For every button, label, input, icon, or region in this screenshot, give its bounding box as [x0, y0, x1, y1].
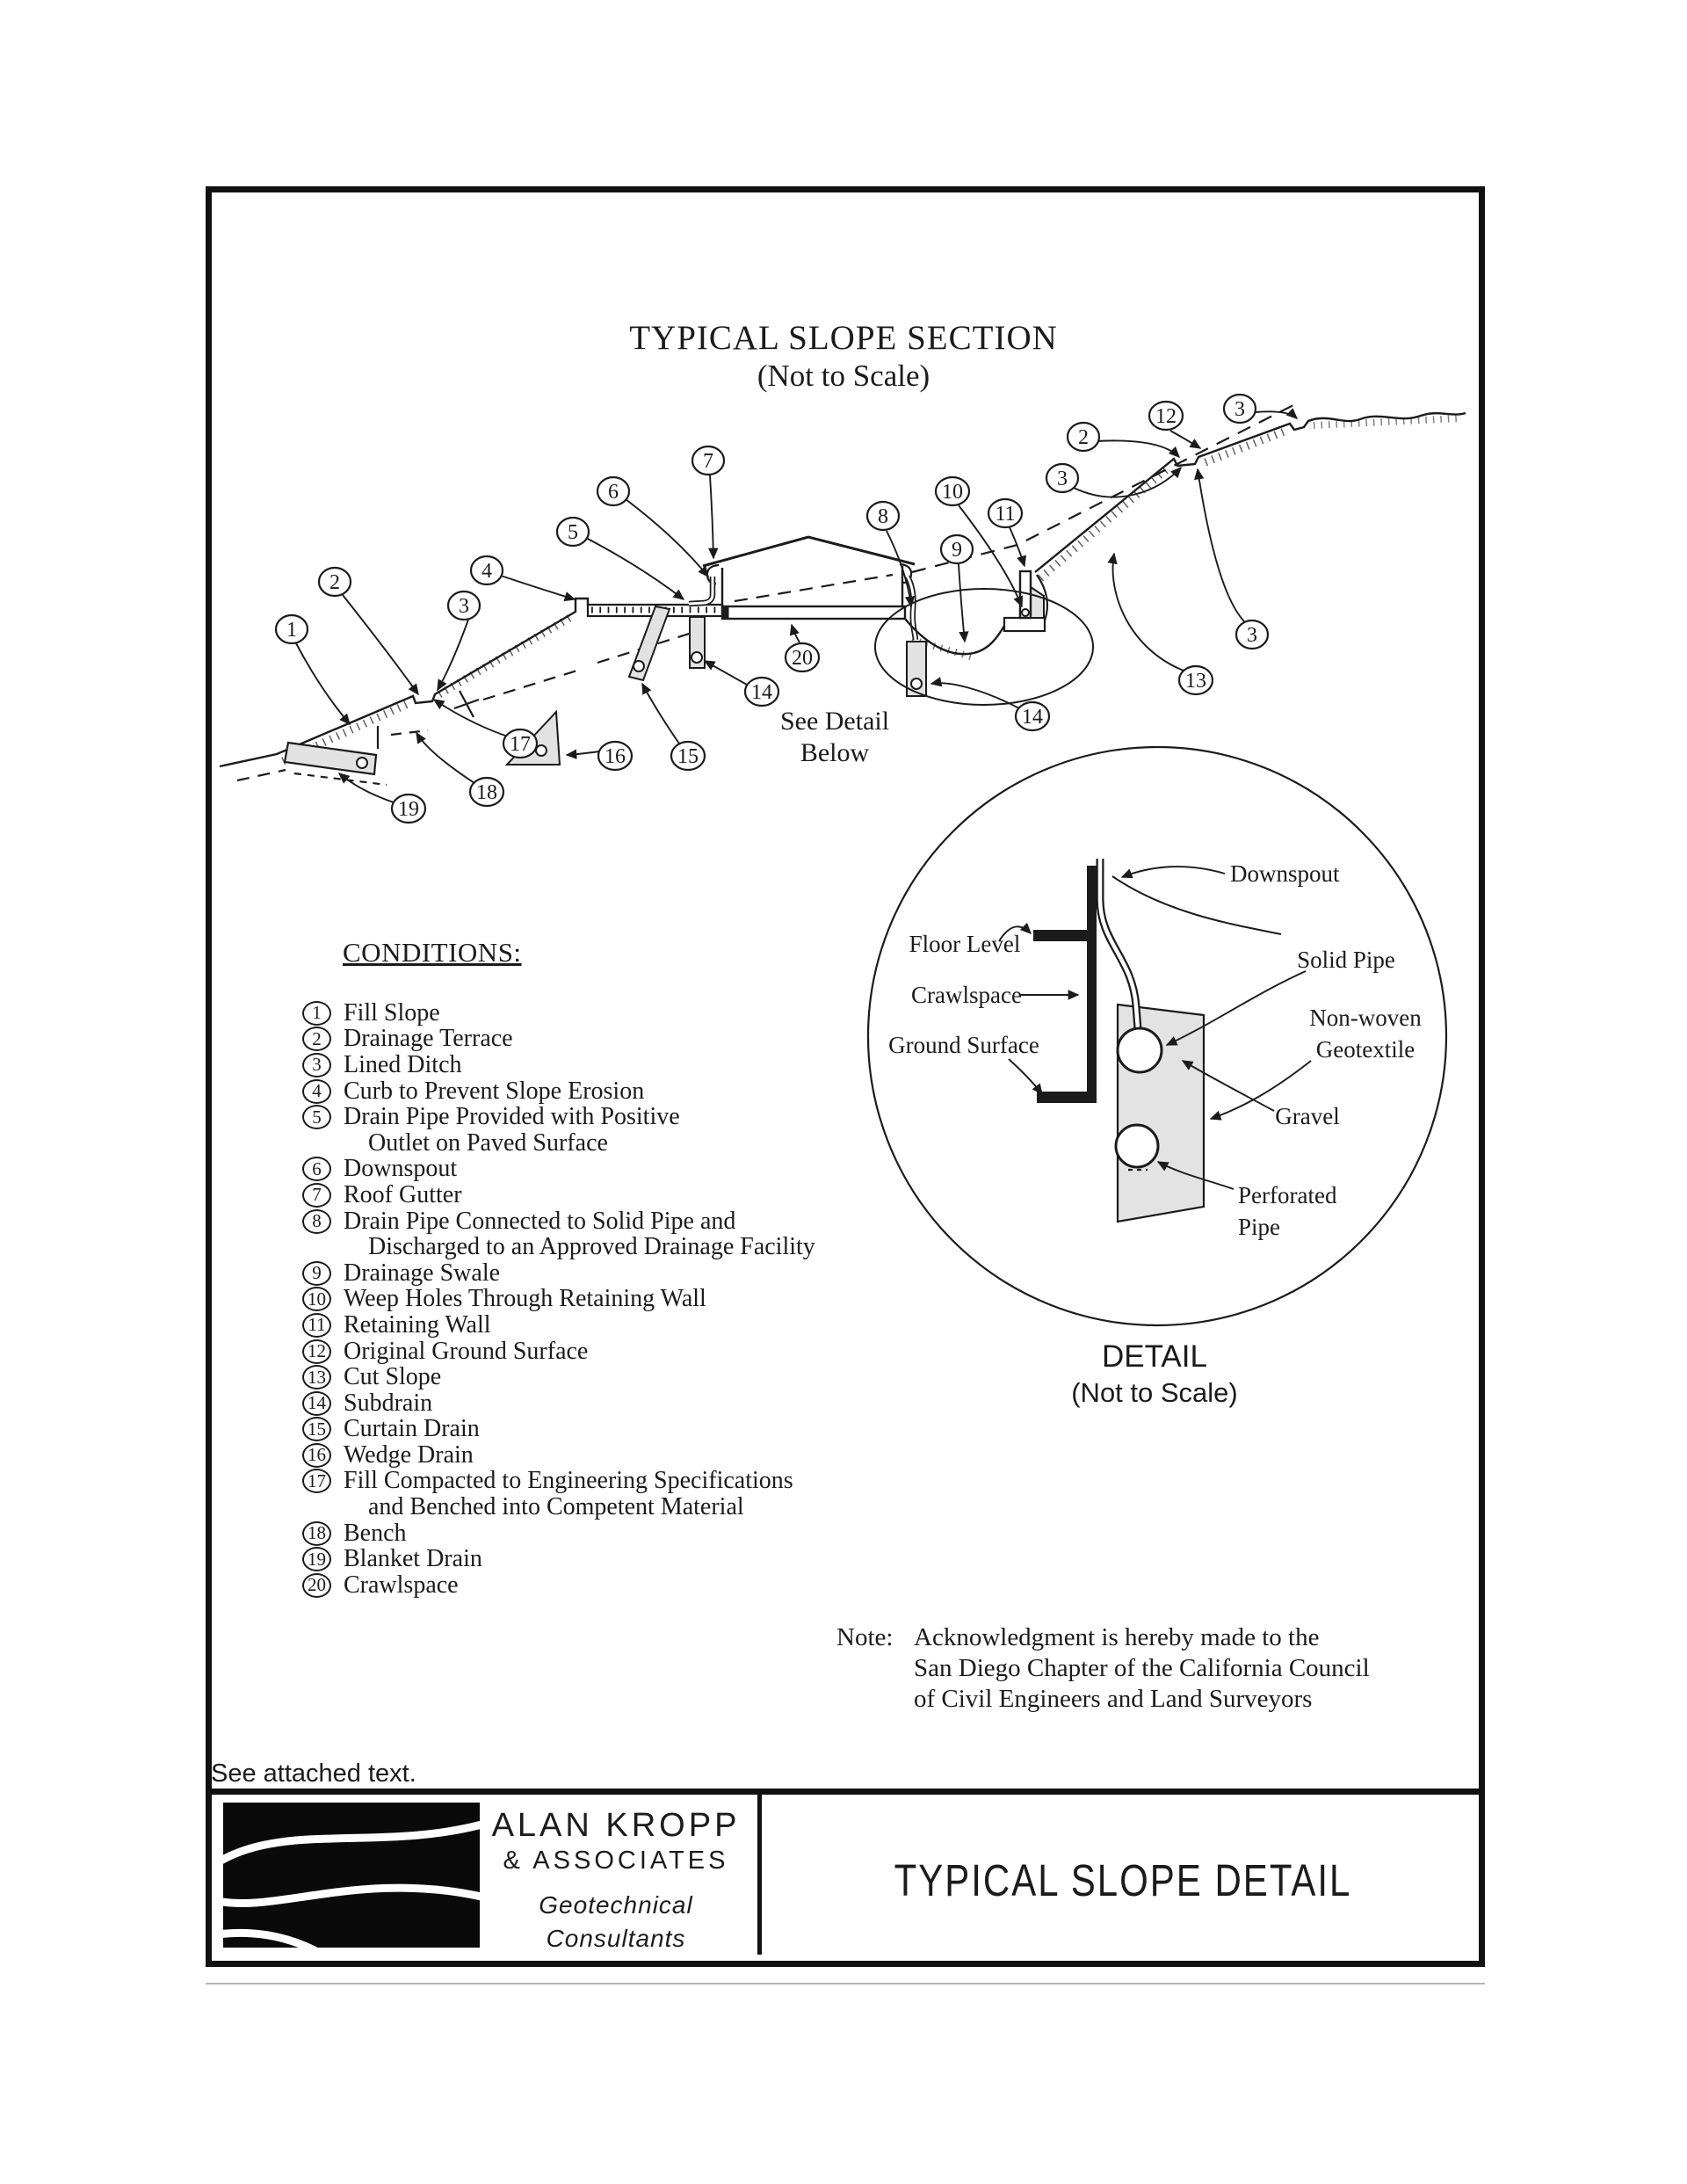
condition-item — [302, 1572, 917, 1599]
condition-text: Cut Slope — [344, 1363, 442, 1391]
note-line: Acknowledgment is hereby made to the — [914, 1623, 1320, 1651]
company-subtitle-line1: Geotechnical — [539, 1891, 693, 1919]
condition-text: Bench — [344, 1519, 407, 1547]
condition-text: Drainage Terrace — [344, 1025, 513, 1053]
note-line: of Civil Engineers and Land Surveyors — [914, 1685, 1313, 1713]
crawlspace-label: Crawlspace — [911, 982, 1022, 1008]
condition-number: 11 — [302, 1313, 331, 1338]
house — [689, 537, 916, 640]
wedge-drain-pipe — [536, 745, 547, 756]
floor-level-label: Floor Level — [909, 931, 1021, 957]
condition-item-continued — [302, 1494, 917, 1520]
detail-caption-scale: (Not to Scale) — [1071, 1377, 1238, 1408]
right-slope — [905, 403, 1466, 657]
callout-number: 15 — [677, 745, 699, 768]
callout-number: 3 — [1234, 398, 1245, 421]
condition-item — [302, 1027, 917, 1053]
condition-number: 8 — [302, 1209, 331, 1234]
callout-number: 2 — [1078, 426, 1089, 449]
condition-text: Drain Pipe Provided with Positive — [344, 1103, 680, 1131]
subdrain-right-pipe — [911, 678, 922, 689]
fill-x-mark — [454, 691, 479, 717]
callout-number: 3 — [1057, 468, 1068, 490]
condition-text: Roof Gutter — [344, 1180, 462, 1208]
slope-hatch — [439, 617, 571, 694]
condition-number: 15 — [302, 1417, 331, 1441]
orig-ground-dash — [237, 770, 286, 780]
condition-text: Outlet on Paved Surface — [368, 1128, 608, 1157]
condition-text: Lined Ditch — [344, 1050, 462, 1078]
callout-number: 12 — [1155, 405, 1177, 428]
callout-number: 6 — [608, 481, 619, 504]
callout-number: 5 — [568, 521, 578, 544]
house-ground-dash — [735, 575, 893, 601]
condition-text: Wedge Drain — [344, 1440, 474, 1469]
callout-number: 4 — [481, 560, 492, 583]
condition-item — [302, 1078, 917, 1105]
note-line: San Diego Chapter of the California Council — [914, 1654, 1370, 1682]
callout-number: 1 — [286, 619, 297, 642]
detail-caption: DETAIL — [1102, 1339, 1207, 1374]
ground-surface-slab — [1037, 1092, 1087, 1103]
ground-surface-label: Ground Surface — [888, 1032, 1039, 1058]
company-subtitle-line2: Consultants — [546, 1925, 686, 1952]
condition-text: Crawlspace — [344, 1571, 459, 1599]
note-label: Note: — [836, 1623, 894, 1651]
weep-hole — [1022, 609, 1029, 616]
condition-item — [302, 1442, 917, 1469]
condition-item — [302, 1417, 917, 1443]
company-name-line2: & ASSOCIATES — [503, 1847, 729, 1875]
house-walls — [722, 566, 902, 606]
condition-text: Drainage Swale — [344, 1259, 501, 1287]
condition-text: Curtain Drain — [344, 1415, 480, 1443]
company-name-line1: ALAN KROPP — [491, 1807, 741, 1844]
conditions-list — [302, 937, 917, 1599]
condition-number: 10 — [302, 1287, 331, 1311]
condition-text: Fill Compacted to Engineering Specifications — [344, 1467, 793, 1495]
condition-number: 14 — [302, 1391, 331, 1416]
condition-number: 5 — [302, 1105, 331, 1129]
see-detail-note-line1: See Detail — [779, 707, 890, 736]
condition-number: 16 — [302, 1443, 331, 1468]
condition-number: 2 — [302, 1027, 331, 1051]
crawlspace-wall — [1087, 866, 1097, 1103]
condition-text: Downspout — [344, 1155, 458, 1183]
conditions-heading: CONDITIONS: — [343, 937, 522, 968]
perforated-pipe-section — [1116, 1125, 1158, 1167]
condition-text: Blanket Drain — [344, 1545, 482, 1573]
callout-number: 14 — [751, 681, 772, 704]
wall-footing — [1004, 618, 1045, 631]
alan-kropp-logo — [223, 1803, 480, 1948]
callout-number: 16 — [605, 745, 626, 768]
callout-number: 18 — [476, 781, 497, 804]
condition-item — [302, 1000, 917, 1027]
curtain-drain-pipe — [634, 661, 644, 671]
bench-dash — [391, 730, 428, 735]
callout-number: 8 — [878, 505, 888, 528]
see-detail-note-line2: Below — [800, 738, 870, 767]
condition-item — [302, 1390, 917, 1417]
roof — [703, 537, 915, 566]
blanket-drain-pipe — [357, 758, 367, 768]
condition-item — [302, 1208, 917, 1235]
downspout-label: Downspout — [1230, 860, 1340, 887]
page-title: TYPICAL SLOPE SECTION — [629, 319, 1058, 357]
callout-number: 11 — [995, 503, 1016, 526]
callout-number: 3 — [1247, 624, 1257, 647]
condition-number: 19 — [302, 1547, 331, 1571]
condition-number: 12 — [302, 1339, 331, 1364]
condition-item — [302, 1546, 917, 1572]
condition-number: 9 — [302, 1261, 331, 1286]
wall-backfill — [1031, 587, 1044, 618]
title-block — [206, 1795, 1485, 1967]
condition-text: Retaining Wall — [344, 1310, 491, 1339]
condition-item — [302, 1312, 917, 1339]
perforated-label-line2: Pipe — [1238, 1214, 1281, 1240]
scan-artifact-line — [206, 1983, 1485, 1984]
condition-number: 18 — [302, 1521, 331, 1546]
condition-number: 6 — [302, 1157, 331, 1181]
condition-text: Weep Holes Through Retaining Wall — [344, 1285, 706, 1313]
subdrain-left-pipe — [691, 652, 702, 663]
condition-number: 13 — [302, 1365, 331, 1389]
logo-background — [223, 1803, 480, 1948]
floor-level-slab — [1033, 930, 1087, 941]
condition-item — [302, 1157, 917, 1183]
callout-number: 2 — [329, 571, 340, 594]
condition-number: 20 — [302, 1573, 331, 1598]
condition-number: 4 — [302, 1079, 331, 1104]
condition-number: 17 — [302, 1469, 331, 1493]
solid-pipe-section — [1118, 1028, 1162, 1072]
condition-number: 3 — [302, 1053, 331, 1077]
condition-text: Fill Slope — [344, 998, 440, 1027]
condition-item — [302, 1520, 917, 1547]
callout-number: 19 — [398, 798, 419, 821]
condition-text: Drain Pipe Connected to Solid Pipe and — [344, 1207, 736, 1235]
nonwoven-label-line1: Non-woven — [1309, 1005, 1422, 1031]
condition-item — [302, 1287, 917, 1313]
condition-number: 7 — [302, 1183, 331, 1208]
cut-slope-hatch — [1206, 431, 1286, 462]
condition-text: Subdrain — [344, 1389, 433, 1417]
condition-text: and Benched into Competent Material — [368, 1493, 744, 1521]
see-attached-text: See attached text. — [211, 1760, 416, 1788]
gravel-label: Gravel — [1275, 1103, 1340, 1129]
condition-text: Original Ground Surface — [344, 1337, 589, 1365]
condition-number: 1 — [302, 1001, 331, 1026]
orig-ground-dash — [483, 670, 580, 700]
callout-number: 17 — [510, 733, 531, 756]
condition-item-continued — [302, 1234, 917, 1260]
downspout-pipe — [1100, 859, 1138, 1029]
condition-text: Curb to Prevent Slope Erosion — [344, 1077, 645, 1105]
solid-pipe-label: Solid Pipe — [1297, 947, 1395, 973]
condition-item — [302, 1182, 917, 1208]
callout-number: 3 — [459, 595, 469, 618]
condition-item — [302, 1364, 917, 1390]
callout-number: 10 — [942, 481, 963, 504]
callout-number: 14 — [1022, 706, 1043, 729]
callout-number: 20 — [792, 647, 813, 670]
condition-item-continued — [302, 1130, 917, 1157]
condition-item — [302, 1469, 917, 1495]
condition-item — [302, 1260, 917, 1287]
detail-drawing — [861, 743, 1459, 1411]
condition-text: Discharged to an Approved Drainage Facility — [368, 1233, 815, 1261]
drawing-title: TYPICAL SLOPE DETAIL — [894, 1854, 1352, 1906]
callout-number: 13 — [1185, 670, 1206, 693]
acknowledgment-note — [836, 1622, 1452, 1715]
condition-item — [302, 1052, 917, 1078]
condition-item — [302, 1339, 917, 1365]
crawlspace-strip — [722, 606, 905, 619]
company-name-block — [480, 1807, 752, 1953]
callout-number: 9 — [952, 539, 962, 562]
perforated-label-line1: Perforated — [1238, 1182, 1337, 1208]
condition-item — [302, 1104, 917, 1130]
page-title-scale-note: (Not to Scale) — [757, 359, 930, 393]
nonwoven-label-line2: Geotextile — [1315, 1036, 1415, 1063]
crawlspace-endcap — [722, 606, 728, 619]
callout-number: 7 — [703, 450, 713, 473]
detail-structure — [1033, 859, 1281, 1222]
